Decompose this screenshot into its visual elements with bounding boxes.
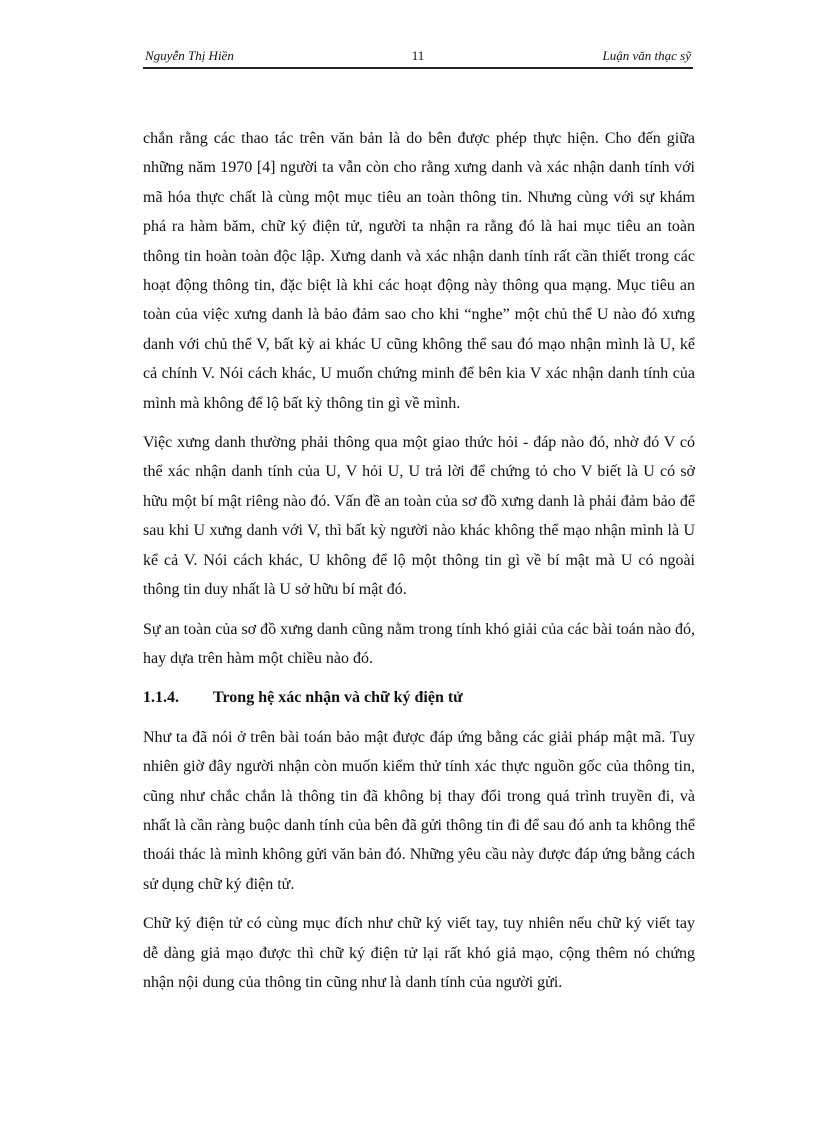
- body-paragraph-5: Chữ ký điện tử có cùng mục đích như chữ ký viết tay, tuy nhiên nếu chữ ký viết tay dễ dàng giả mạo được thì chữ ký điện tử lại rất khó giả mạo, cộng thêm nó chứng nhận nội dung của thông tin cũng như là danh tính của người gửi.: [143, 915, 695, 991]
- section-number: 1.1.4.: [143, 689, 179, 707]
- header-page-number: 11: [411, 48, 425, 63]
- section-title: Trong hệ xác nhận và chữ ký điện tử: [213, 689, 463, 707]
- body-paragraph-2: Việc xưng danh thường phải thông qua một giao thức hỏi - đáp nào đó, nhờ đó V có thể xác nhận danh tính của U, V hỏi U, U trả lời để chứng tỏ cho V biết là U có sở hữu một bí mật riêng nào đó. Vấn đề an toàn của sơ đồ xưng danh là phải đảm bảo để sau khi U xưng danh với V, thì bất kỳ người nào khác không thể mạo nhận mình là U kể cả V. Nói cách khác, U không để lộ một thông tin gì về bí mật mà U có ngoài thông tin duy nhất là U sở hữu bí mật đó.: [143, 434, 695, 599]
- page-body: [143, 124, 695, 1007]
- header-document-type: Luận văn thạc sỹ: [602, 48, 691, 63]
- header-divider: [143, 67, 693, 69]
- header-author: Nguyễn Thị Hiền: [145, 48, 234, 63]
- body-paragraph-3: Sự an toàn của sơ đồ xưng danh cũng nằm trong tính khó giải của các bài toán nào đó, hay dựa trên hàm một chiều nào đó.: [143, 620, 695, 667]
- page-header: [143, 44, 693, 68]
- section-heading: [143, 683, 695, 712]
- body-paragraph-1: chắn rằng các thao tác trên văn bản là do bên được phép thực hiện. Cho đến giữa những năm 1970 [4] người ta vẫn còn cho rằng xưng danh và xác nhận danh tính với mã hóa thực chất là cùng một mục tiêu an toàn thông tin. Nhưng cùng với sự khám phá ra hàm băm, chữ ký điện tử, người ta nhận ra rằng đó là hai mục tiêu an toàn thông tin hoàn toàn độc lập. Xưng danh và xác nhận danh tính rất cần thiết trong các hoạt động thông tin, đặc biệt là khi các hoạt động này thông qua mạng. Mục tiêu an toàn của việc xưng danh là bảo đảm sao cho khi “nghe” một chủ thể U nào đó xưng danh với chủ thể V, bất kỳ ai khác U cũng không thể sau đó mạo nhận mình là U, kể cả chính V. Nói cách khác, U muốn chứng minh để bên kia V xác nhận danh tính của mình mà không để lộ bất kỳ thông tin gì về mình.: [143, 130, 695, 412]
- body-paragraph-4: Như ta đã nói ở trên bài toán bảo mật được đáp ứng bằng các giải pháp mật mã. Tuy nhiên giờ đây người nhận còn muốn kiểm thử tính xác thực nguồn gốc của thông tin, cũng như chắc chắn là thông tin đã không bị thay đổi trong quá trình truyền đi, và nhất là cần ràng buộc danh tính của bên đã gửi thông tin đi để sau đó anh ta không thể thoái thác là mình không gửi văn bản đó. Những yêu cầu này được đáp ứng bằng cách sử dụng chữ ký điện tử.: [143, 728, 695, 893]
